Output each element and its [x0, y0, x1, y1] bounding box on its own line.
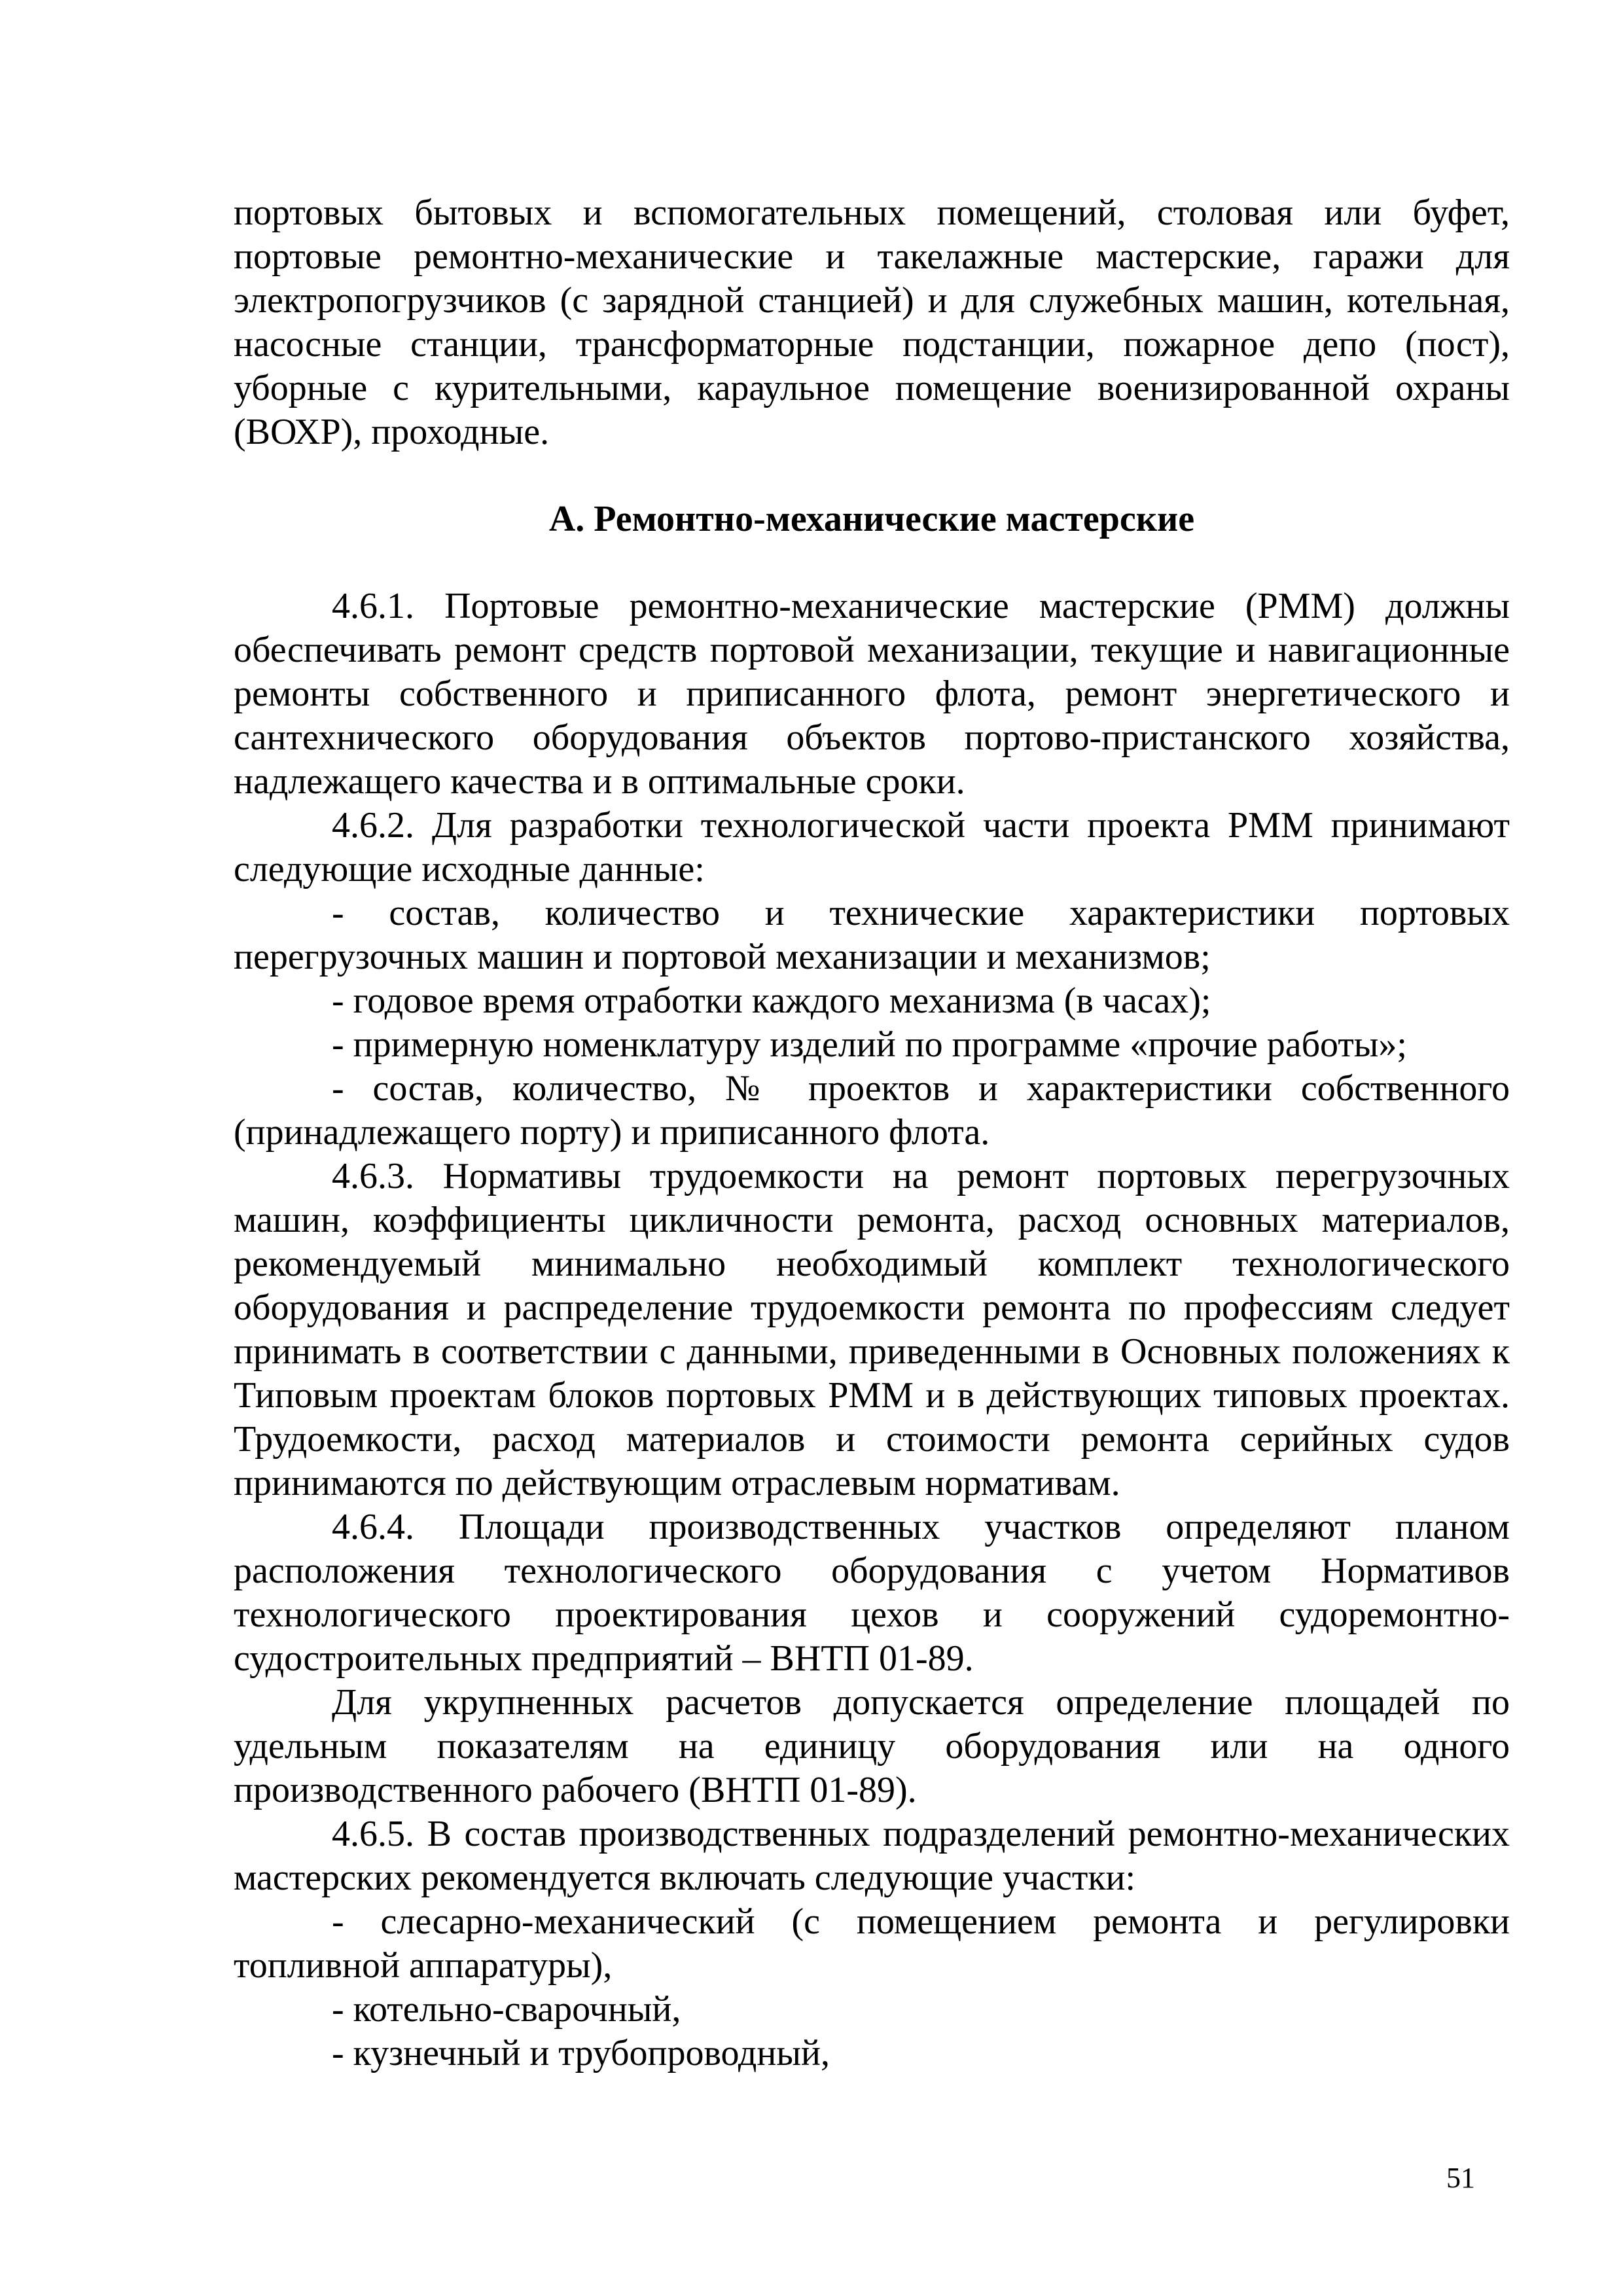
- list-item: - кузнечный и трубопроводный,: [332, 2033, 830, 2073]
- list-item: - состав, количество, № проектов и характеристики собственного (принадлежащего порту) и приписанного флота.: [234, 1068, 1510, 1153]
- page-number: 51: [1446, 2162, 1475, 2194]
- paragraph-enlarged-calculations: Для укрупненных расчетов допускается определение площадей по удельным показателям на единицу оборудования или на одного производственного рабочего (ВНТП 01-89).: [234, 1682, 1510, 1810]
- paragraph-4-6-2: 4.6.2. Для разработки технологической части проекта РММ принимают следующие исходные данные:: [234, 805, 1510, 889]
- paragraph-4-6-4: 4.6.4. Площади производственных участков определяют планом расположения технологического оборудования с учетом Нормативов технологического проектирования цехов и сооружений судоремонтно-судостроительных предприятий – ВНТП 01-89.: [234, 1507, 1510, 1679]
- page-body: [234, 191, 1510, 2075]
- section-heading: А. Ремонтно-механические мастерские: [548, 499, 1195, 539]
- paragraph-4-6-1: 4.6.1. Портовые ремонтно-механические мастерские (РММ) должны обеспечивать ремонт средств портовой механизации, текущие и навигационные ремонты собственного и приписанного флота, ремонт энергетического и сантехнического оборудования объектов портово-пристанского хозяйства, надлежащего качества и в оптимальные сроки.: [234, 586, 1510, 802]
- list-item: - состав, количество и технические характеристики портовых перегрузочных машин и портовой механизации и механизмов;: [234, 893, 1510, 977]
- list-item: - слесарно-механический (с помещением ремонта и регулировки топливной аппаратуры),: [234, 1901, 1510, 1986]
- paragraph-4-6-5: 4.6.5. В состав производственных подразделений ремонтно-механических мастерских рекомендуется включать следующие участки:: [234, 1814, 1510, 1898]
- paragraph-4-6-3: 4.6.3. Нормативы трудоемкости на ремонт портовых перегрузочных машин, коэффициенты цикличности ремонта, расход основных материалов, рекомендуемый минимально необходимый комплект технологического оборудования и распределение трудоемкости ремонта по профессиям следует принимать в соответствии с данными, приведенными в Основных положениях к Типовым проектам блоков портовых РММ и в действующих типовых проектах. Трудоемкости, расход материалов и стоимости ремонта серийных судов принимаются по действующим отраслевым нормативам.: [234, 1156, 1510, 1503]
- list-item: - годовое время отработки каждого механизма (в часах);: [332, 980, 1211, 1021]
- list-item: - примерную номенклатуру изделий по программе «прочие работы»;: [332, 1024, 1407, 1065]
- intro-paragraph: портовых бытовых и вспомогательных помещений, столовая или буфет, портовые ремонтно-механические и такелажные мастерские, гаражи для электропогрузчиков (с зарядной станцией) и для служебных машин, котельная, насосные станции, трансформаторные подстанции, пожарное депо (пост), уборные с курительными, караульное помещение военизированной охраны (ВОХР), проходные.: [234, 192, 1510, 452]
- list-item: - котельно-сварочный,: [332, 1989, 681, 2030]
